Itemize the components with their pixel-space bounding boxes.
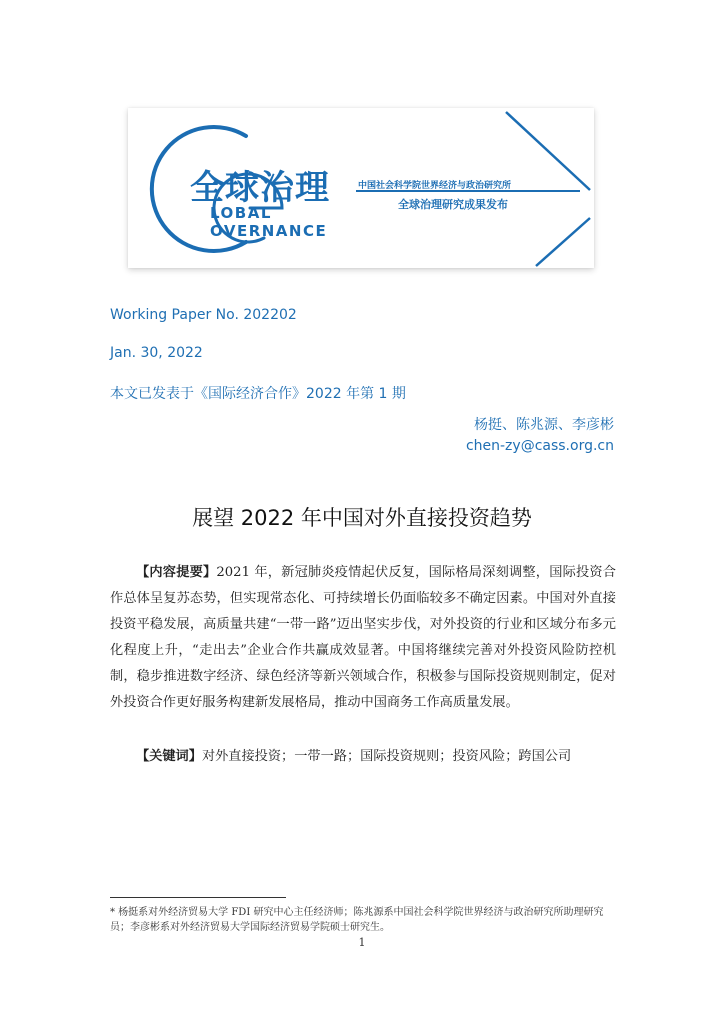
keywords-text: 对外直接投资；一带一路；国际投资规则；投资风险；跨国公司: [201, 749, 572, 764]
institution-name: 中国社会科学院世界经济与政治研究所: [358, 181, 512, 191]
banner-diagonal-top: [506, 112, 590, 190]
banner-diagonal-bottom: [536, 218, 590, 266]
publication-label: 全球治理研究成果发布: [398, 198, 508, 211]
keywords: [110, 744, 616, 770]
author-email: chen-zy@cass.org.cn: [465, 438, 614, 454]
abstract: [110, 560, 616, 716]
footnote-rule: [110, 897, 286, 898]
paper-date: Jan. 30, 2022: [110, 345, 203, 361]
logo-english-line1: LOBAL: [210, 204, 272, 222]
paper-title: 展望 2022 年中国对外直接投资趋势: [192, 506, 532, 530]
author-footnote: * 杨挺系对外经济贸易大学 FDI 研究中心主任经济师；陈兆源系中国社会科学院世界经济与政治研究所助理研究员；李彦彬系对外经济贸易大学国际经济贸易学院硕士研究生。: [110, 907, 604, 933]
logo-chinese: 全球治理: [190, 168, 330, 208]
keywords-label: 【关键词】: [136, 749, 202, 764]
global-governance-banner: [128, 108, 594, 268]
working-paper-number: Working Paper No. 202202: [110, 307, 297, 323]
abstract-label: 【内容提要】: [136, 565, 217, 580]
author-names: 杨挺、陈兆源、李彦彬: [474, 417, 614, 433]
page-number: 1: [358, 936, 366, 949]
abstract-text: 2021 年，新冠肺炎疫情起伏反复，国际格局深刻调整，国际投资合作总体呈复苏态势，但实现常态化、可持续增长仍面临较多不确定因素。中国对外直接投资平稳发展，高质量共建“一带一路”迈出坚实步伐，对外投资的行业和区域分布多元化程度上升，“走出去”企业合作共赢成效显著。中国将继续完善对外投资风险防控机制，稳步推进数字经济、绿色经济等新兴领域合作，积极参与国际投资规则制定，促对外投资合作更好服务构建新发展格局，推动中国商务工作高质量发展。: [110, 565, 616, 710]
logo-english-line2: OVERNANCE: [210, 222, 328, 240]
published-in: 本文已发表于《国际经济合作》2022 年第 1 期: [110, 386, 406, 402]
